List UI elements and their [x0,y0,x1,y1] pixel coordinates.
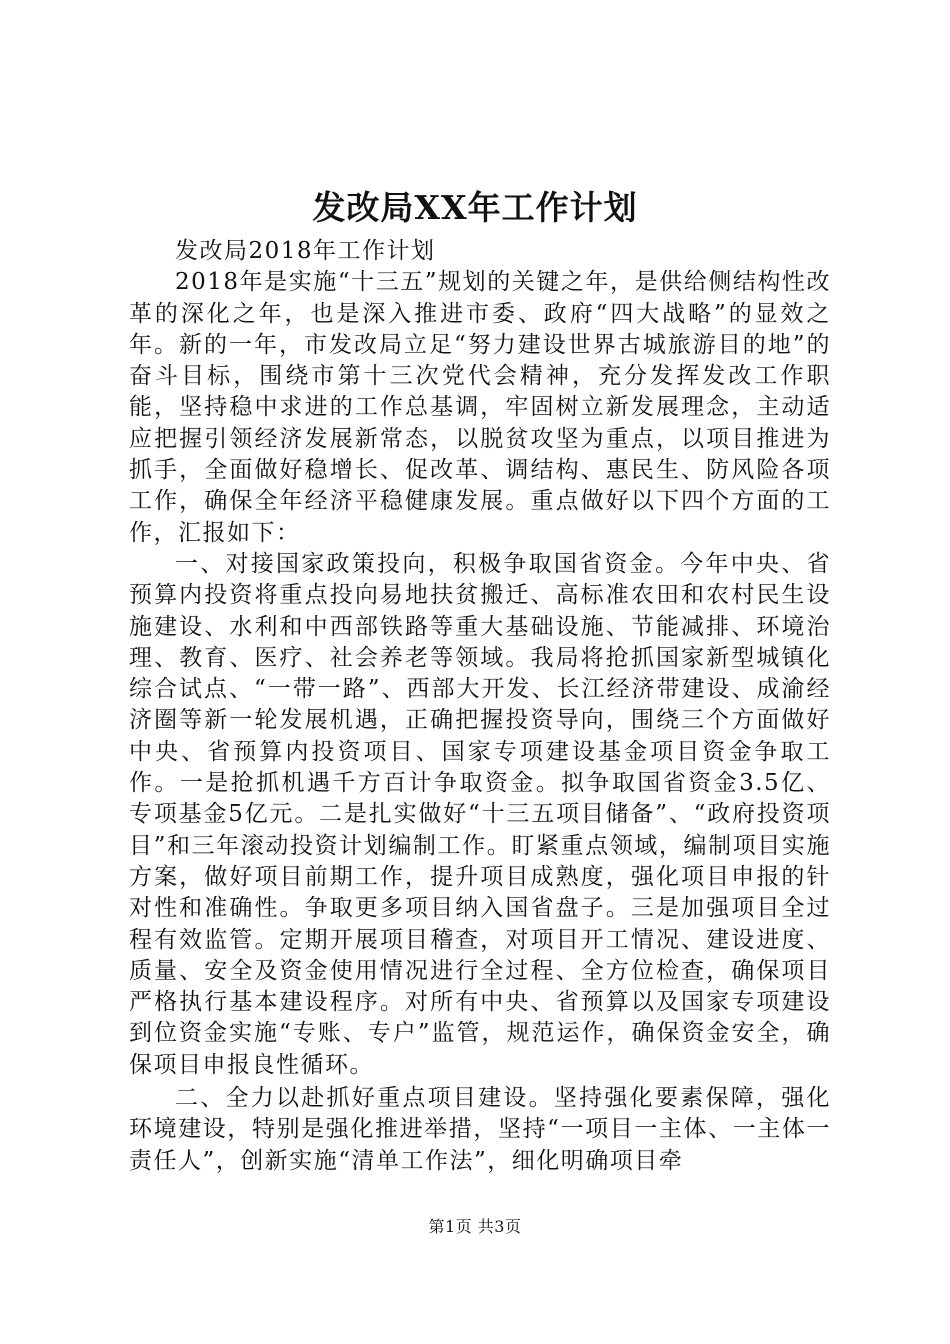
document-body [129,236,831,1177]
paragraph-section-one: 一、对接国家政策投向，积极争取国省资金。今年中央、省预算内投资将重点投向易地扶贫搬迁、高标准农田和农村民生设施建设、水利和中西部铁路等重大基础设施、节能减排、环境治理、教育、医疗、社会养老等领域。我局将抢抓国家新型城镇化综合试点、“一带一路”、西部大开发、长江经济带建设、成渝经济圈等新一轮发展机遇，正确把握投资导向，围绕三个方面做好中央、省预算内投资项目、国家专项建设基金项目资金争取工作。一是抢抓机遇千方百计争取资金。拟争取国省资金3.5亿、专项基金5亿元。二是扎实做好“十三五项目储备”、“政府投资项目”和三年滚动投资计划编制工作。盯紧重点领域，编制项目实施方案，做好项目前期工作，提升项目成熟度，强化项目申报的针对性和准确性。争取更多项目纳入国省盘子。三是加强项目全过程有效监管。定期开展项目稽查，对项目开工情况、建设进度、质量、安全及资金使用情况进行全过程、全方位检查，确保项目严格执行基本建设程序。对所有中央、省预算以及国家专项建设到位资金实施“专账、专户”监管，规范运作，确保资金安全，确保项目申报良性循环。 [129,550,831,1078]
page-footer: 第1页 共3页 [428,1217,522,1236]
paragraph-intro: 2018年是实施“十三五”规划的关键之年，是供给侧结构性改革的深化之年，也是深入推进市委、政府“四大战略”的显效之年。新的一年，市发改局立足“努力建设世界古城旅游目的地”的奋斗目标，围绕市第十三次党代会精神，充分发挥发改工作职能，坚持稳中求进的工作总基调，牢固树立新发展理念，主动适应把握引领经济发展新常态，以脱贫攻坚为重点，以项目推进为抓手，全面做好稳增长、促改革、调结构、惠民生、防风险各项工作，确保全年经济平稳健康发展。重点做好以下四个方面的工作，汇报如下： [129,269,831,546]
paragraph-section-two: 二、全力以赴抓好重点项目建设。坚持强化要素保障，强化环境建设，特别是强化推进举措，坚持“一项目一主体、一主体一责任人”，创新实施“清单工作法”，细化明确项目牵 [129,1085,831,1174]
document-subtitle: 发改局2018年工作计划 [175,238,436,264]
document-title: 发改局XX年工作计划 [312,188,638,227]
